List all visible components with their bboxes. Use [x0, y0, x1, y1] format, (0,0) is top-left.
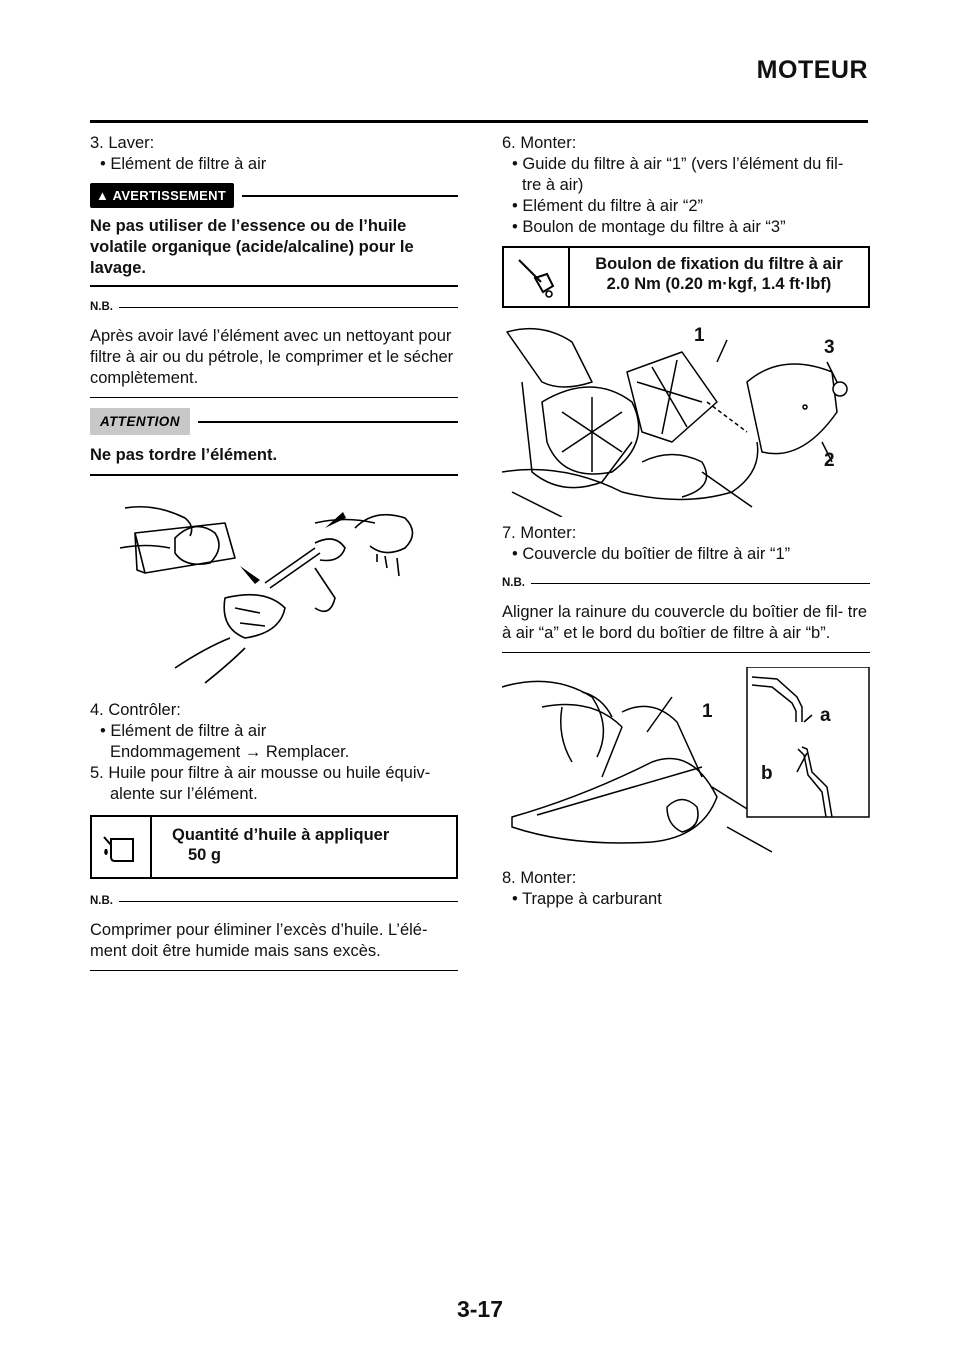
attention-badge: ATTENTION	[90, 408, 190, 435]
step-6-item-1: • Guide du filtre à air “1” (vers l’élément du fil-	[512, 155, 844, 173]
fig2-label-a: a	[820, 705, 831, 726]
warning-end-rule	[90, 285, 458, 287]
right-column	[502, 133, 870, 910]
step-6-item-1-cont: tre à air)	[522, 176, 584, 194]
page-header-title: MOTEUR	[756, 56, 868, 84]
warning-triangle-icon: ▲	[96, 188, 110, 203]
nb-2-header: N.B.	[90, 891, 458, 912]
nb-3-end-rule	[502, 652, 870, 653]
warning-header	[90, 183, 458, 208]
fig1-label-3: 3	[824, 337, 835, 358]
oil-spec-value: 50 g	[188, 846, 222, 864]
torque-spec-title: Boulon de fixation du filtre à air	[595, 255, 843, 273]
nb-2-text: Comprimer pour éliminer l’excès d’huile. L’élé- ment doit être humide mais sans excès.	[90, 921, 428, 960]
torque-spec-text	[570, 248, 868, 306]
cover-figure	[502, 667, 870, 862]
step-5-label: 5. Huile pour filtre à air mousse ou huile équiv-	[90, 764, 431, 782]
step-7-label: 7. Monter:	[502, 524, 577, 542]
step-6-label: 6. Monter:	[502, 134, 577, 152]
torque-wrench-icon	[504, 248, 570, 306]
oil-quantity-spec	[90, 815, 458, 879]
oil-can-icon	[92, 817, 152, 877]
fig2-label-b: b	[761, 763, 773, 784]
nb-1-end-rule	[90, 397, 458, 398]
washing-illustration	[115, 488, 445, 688]
step-8-item: • Trappe à carburant	[512, 890, 662, 908]
fig1-label-1: 1	[694, 325, 705, 346]
step-7-item: • Couvercle du boîtier de filtre à air “1”	[512, 545, 791, 563]
step-6-item-2: • Elément du filtre à air “2”	[512, 197, 704, 215]
nb-2-end-rule	[90, 970, 458, 971]
warning-rule	[242, 195, 458, 197]
step-3-label: 3. Laver:	[90, 134, 155, 152]
step-4-item: • Elément de filtre à air	[100, 722, 267, 740]
step-6-item-3: • Boulon de montage du filtre à air “3”	[512, 218, 786, 236]
warning-text: Ne pas utiliser de l’essence ou de l’huile volatile organique (acide/alcaline) pour le lavage.	[90, 217, 414, 277]
step-5-label-cont: alente sur l’élément.	[110, 785, 258, 803]
attention-rule	[198, 421, 458, 423]
step-3-item: • Elément de filtre à air	[100, 155, 267, 173]
nb-1-header: N.B.	[90, 297, 458, 318]
oil-spec-text	[152, 817, 456, 877]
torque-spec-value: 2.0 Nm (0.20 m·kgf, 1.4 ft·lbf)	[606, 275, 832, 293]
fig1-label-2: 2	[824, 450, 835, 471]
nb-3-text: Aligner la rainure du couvercle du boîtier de fil- tre à air “a” et le bord du boîtier de filtre à air “b”.	[502, 603, 868, 642]
torque-spec	[502, 246, 870, 308]
page-number: 3-17	[456, 1296, 504, 1322]
fig2-label-1: 1	[702, 701, 713, 722]
cover-illustration	[502, 667, 870, 862]
step-4-result: Endommagement → Remplacer.	[110, 743, 350, 761]
step-4-label: 4. Contrôler:	[90, 701, 181, 719]
oil-spec-title: Quantité d’huile à appliquer	[172, 826, 390, 844]
air-filter-illustration	[502, 322, 870, 517]
warning-badge: ▲ AVERTISSEMENT	[90, 183, 234, 208]
header-rule	[90, 120, 868, 123]
left-column	[90, 133, 458, 971]
attention-end-rule	[90, 474, 458, 476]
step-8-label: 8. Monter:	[502, 869, 577, 887]
attention-text: Ne pas tordre l’élément.	[90, 446, 278, 464]
attention-header	[90, 408, 458, 435]
air-filter-figure	[502, 322, 870, 517]
nb-3-header: N.B.	[502, 573, 870, 594]
nb-1-text: Après avoir lavé l’élément avec un nettoyant pour filtre à air ou du pétrole, le comprimer et le sécher complètement.	[90, 327, 454, 387]
